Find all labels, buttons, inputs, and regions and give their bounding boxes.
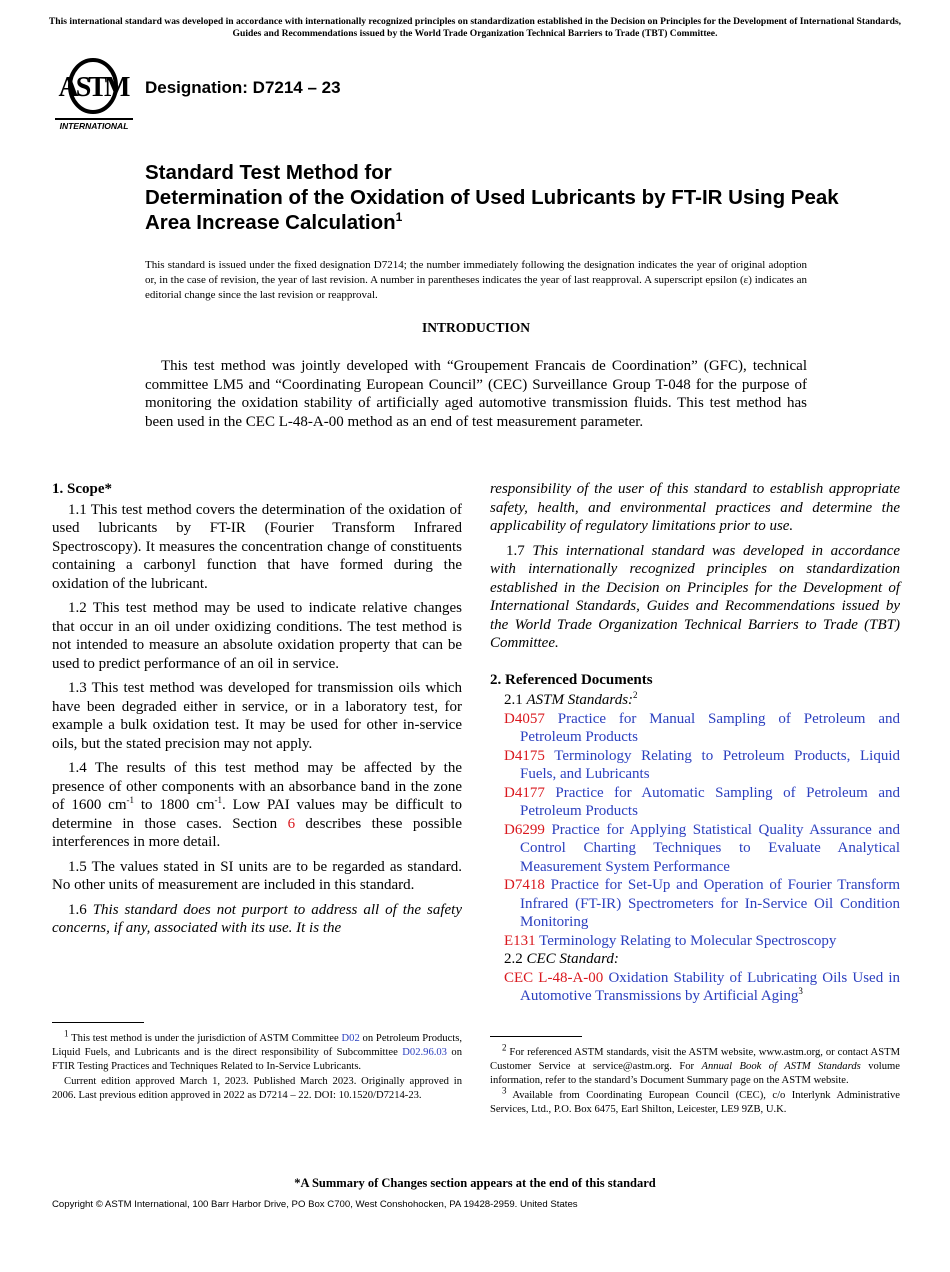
section-1-3: 1.3 This test method was developed for transmission oils which have been degraded either in service, or in a laboratory test, for example a bulk oxidation test. It may be used for other in-service oils, but the stated precision may not apply.	[52, 680, 462, 752]
reference-d4057[interactable]: D4057 Practice for Manual Sampling of Petroleum and Petroleum Products	[504, 710, 900, 745]
summary-of-changes-note: *A Summary of Changes section appears at the end of this standard	[294, 1176, 656, 1190]
left-column	[52, 480, 462, 944]
right-column	[490, 480, 900, 1006]
title-line-2: Determination of the Oxidation of Used Lubricants by FT-IR Using Peak Area Increase Calculation$^1$	[145, 186, 839, 234]
footnote-3: $^3$ Available from Coordinating European Council (CEC), c/o Interlynk Administrative Services, Ltd., P.O. Box 6475, Earl Shilton, Leicester, LE9 9ZB, U.K.	[490, 1085, 900, 1116]
logo-letters: ASTM	[58, 72, 128, 103]
introduction-text: This test method was jointly developed with “Groupement Francais de Coordination” (GFC), technical committee LM5 and “Coordinating European Council” (CEC) Surveillance Group T-048 for the purpose of monitoring the oxidation stability of artificially aged automotive transmission fluids. This test method has been used in the CEC L-48-A-00 method as an end of test measurement parameter.	[145, 358, 807, 430]
section-1-6: 1.6 This standard does not purport to address all of the safety concerns, if any, associated with its use. It is the	[52, 901, 463, 936]
reference-cec-l-48-a-00[interactable]: CEC L-48-A-00 Oxidation Stability of Lubricating Oils Used in Automotive Transmissions by Artificial Aging$^3$	[504, 969, 901, 1004]
designation: Designation: D7214 – 23	[145, 78, 341, 97]
section-1-2: 1.2 This test method may be used to indicate relative changes that occur in an oil under oxidizing conditions. The test method is not intended to measure an absolute oxidation property that can be used to predict performance of an oil in service.	[52, 600, 462, 672]
reference-d4175[interactable]: D4175 Terminology Relating to Petroleum Products, Liquid Fuels, and Lubricants	[504, 747, 900, 782]
section-1-5: 1.5 The values stated in SI units are to be regarded as standard. No other units of measurement are included in this standard.	[52, 858, 462, 893]
astm-standards-label: 2.1 ASTM Standards:$^2$	[504, 690, 638, 708]
section-1-7: 1.7 This international standard was developed in accordance with internationally recognized principles on standardization established in the Decision on Principles for the Development of International Standards, Guides and Recommendations issued by the World Trade Organization Technical Barriers to Trade (TBT) Committee.	[490, 542, 901, 651]
section-6-link[interactable]: 6	[287, 815, 296, 832]
cec-standard-label: 2.2 CEC Standard:	[504, 951, 619, 967]
copyright: Copyright © ASTM International, 100 Barr Harbor Drive, PO Box C700, West Conshohocken, PA 19428-2959. United States	[52, 1199, 578, 1210]
document-title	[145, 160, 865, 235]
footnote-2: $^2$ For referenced ASTM standards, visit the ASTM website, www.astm.org, or contact ASTM Customer Service at service@astm.org. For Annual Book of ASTM Standards volume information, refer to the standard’s Document Summary page on the ASTM website.	[490, 1042, 900, 1086]
section-1-6-continued: responsibility of the user of this standard to establish appropriate safety, health, and environmental practices and determine the applicability of regulatory limitations prior to use.	[490, 481, 900, 534]
title-footnote-mark: 1	[395, 210, 403, 225]
title-line-1: Standard Test Method for	[145, 161, 392, 184]
footnotes-2-3	[490, 1042, 900, 1119]
referenced-documents-heading: 2. Referenced Documents	[490, 671, 653, 688]
reference-d4177[interactable]: D4177 Practice for Automatic Sampling of Petroleum and Petroleum Products	[504, 784, 900, 819]
reference-d6299[interactable]: D6299 Practice for Applying Statistical Quality Assurance and Control Charting Techniques to Evaluate Analytical Measurement System Performance	[504, 821, 901, 875]
footnote-rule-left	[52, 1022, 144, 1023]
scope-heading: 1. Scope*	[52, 481, 112, 497]
tbt-notice: This international standard was developed in accordance with internationally recognized principles on standardization established in the Decision on Principles for the Development of International Standards, Guides and Recommendations issued by the World Trade Organization Technical Barriers to Trade (TBT) Committee.	[48, 16, 902, 39]
logo-subtitle: INTERNATIONAL	[59, 121, 129, 131]
footnote-1: $^1$ This test method is under the jurisdiction of ASTM Committee D02 on Petroleum Products, Liquid Fuels, and Lubricants and is the direct responsibility of Subcommittee D02.96.03 on FTIR Testing Practices and Techniques Related to In-Service Lubricants. Current edition approved March 1, 2023. Published March 2023. Originally approved in 2006. Last previous edition approved in 2022 as D7214 – 22. DOI: 10.1520/D7214-23.	[52, 1028, 463, 1102]
reference-e131[interactable]: E131 Terminology Relating to Molecular Spectroscopy	[504, 932, 837, 949]
footnote-rule-right	[490, 1036, 582, 1037]
section-1-1: 1.1 This test method covers the determination of the oxidation of used lubricants by FT-IR (Fourier Transform Infrared Spectroscopy). It measures the concentration change of constituents containing a carbonyl function that have formed during the oxidation of the lubricant.	[52, 501, 462, 592]
committee-d02-link[interactable]: D02	[341, 1033, 360, 1044]
issued-note: This standard is issued under the fixed designation D7214; the number immediately following the designation indicates the year of original adoption or, in the case of revision, the year of last revision. A number in parentheses indicates the year of last reapproval. A superscript epsilon (ε) indicates an editorial change since the last revision or reapproval.	[145, 259, 807, 301]
subcommittee-link[interactable]: D02.96.03	[402, 1046, 447, 1058]
astm-logo	[53, 56, 135, 132]
astm-logo-icon	[53, 56, 135, 132]
reference-d7418[interactable]: D7418 Practice for Set-Up and Operation of Fourier Transform Infrared (FT-IR) Spectrometers for In-Service Oil Condition Monitoring	[504, 877, 901, 930]
edition-note: Current edition approved March 1, 2023. Published March 2023. Originally approved in 2006. Last previous edition approved in 2022 as D7214 – 22. DOI: 10.1520/D7214-23.	[52, 1076, 462, 1102]
section-1-4: 1.4 The results of this test method may be affected by the presence of other components with an absorbance band in the zone of 1600 $cm^{-1}$ to 1800 $cm^{-1}$. Low PAI values may be difficult to determine in those cases. Section 6 describes these possible interferences in more detail.	[52, 760, 462, 850]
introduction-heading: INTRODUCTION	[421, 320, 530, 335]
